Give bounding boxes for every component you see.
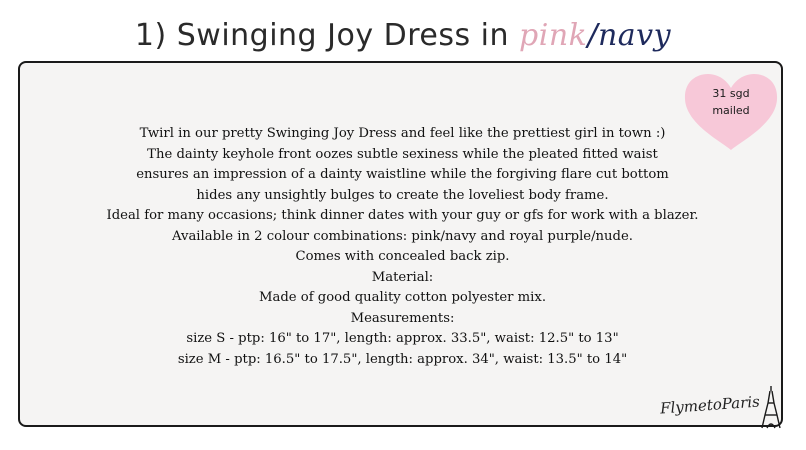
description-line: The dainty keyhole front oozes subtle sexiness while the pleated fitted waist: [147, 146, 658, 162]
description-line: Available in 2 colour combinations: pink/navy and royal purple/nude.: [172, 228, 633, 244]
measurement-size-m: size M - ptp: 16.5" to 17.5", length: approx. 34", waist: 13.5" to 14": [177, 351, 628, 367]
price-label: [682, 85, 780, 119]
description-text: [18, 124, 787, 370]
title-color-navy: navy: [597, 18, 672, 53]
description-line: Ideal for many occasions; think dinner dates with your guy or gfs for work with a blazer.: [106, 208, 699, 223]
description-line: Comes with concealed back zip.: [295, 249, 510, 264]
description-line: ensures an impression of a dainty waistline while the forgiving flare cut bottom: [136, 167, 669, 182]
page-title: [0, 18, 806, 53]
brand-logo: FlymetoParis: [659, 392, 761, 418]
description-line: hides any unsightly bulges to create the loveliest body frame.: [196, 187, 609, 203]
title-slash: /: [587, 18, 598, 53]
measurements-heading: Measurements:: [350, 310, 455, 326]
material-line: Made of good quality cotton polyester mix.: [258, 290, 547, 305]
eiffel-tower-icon: [760, 385, 782, 429]
measurement-size-s: size S - ptp: 16" to 17", length: approx. 33.5", waist: 12.5" to 13": [186, 331, 619, 346]
material-heading: Material:: [371, 269, 434, 285]
title-color-pink: pink: [519, 18, 588, 53]
title-prefix: 1) Swinging Joy Dress in: [134, 18, 520, 53]
price-note: mailed: [712, 104, 750, 117]
price-amount: 31 sgd: [712, 87, 750, 100]
description-line: Twirl in our pretty Swinging Joy Dress and feel like the prettiest girl in town :): [139, 126, 666, 141]
